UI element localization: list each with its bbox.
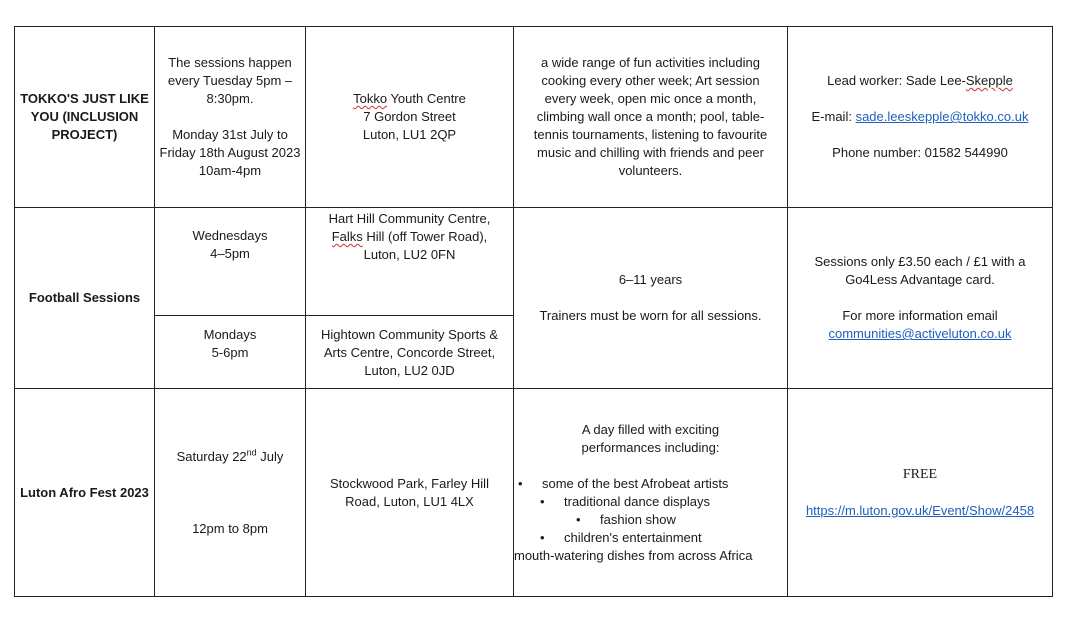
session-time: 4–5pm [210,246,250,261]
email-line [808,325,1032,343]
event-time-cell [155,389,306,597]
session-day: Mondays [203,327,257,342]
event-link-line [792,502,1048,520]
venue-address: Stockwood Park, Farley Hill Road, Luton, LU1 4LX [330,475,489,509]
session-day: Wednesdays [192,228,268,243]
activity-details: a wide range of fun activities including cooking every other week; Art session every week, open mic once a month, climbing wall once a month; pool, table-tennis tournaments, listening to favourite music and chilling with friends and peer volunteers. [533,55,768,178]
contact-cell [788,389,1053,597]
event-time-cell [155,27,306,208]
event-name: Football Sessions [28,290,141,305]
venue-town: Luton, LU2 0FN [363,247,456,262]
venue-town: Luton, LU1 2QP [362,127,457,142]
list-item: • children's entertainment [514,529,787,547]
venue-cell [306,389,514,597]
events-table [14,26,1053,597]
email-line [792,108,1048,126]
age-range: 6–11 years [618,272,683,287]
event-name-cell [15,389,155,597]
table-row-tokko [15,27,1053,208]
details-list [514,475,787,565]
details-intro: A day filled with exciting performances including: [581,421,720,455]
email-label: E-mail: [811,109,856,124]
details-cell [514,389,788,597]
contact-cell [788,27,1053,208]
details-cell [514,27,788,208]
lead-worker-surname: Skepple [965,73,1013,88]
venue-cell [306,27,514,208]
event-time-cell [155,208,306,316]
details-cell [514,208,788,389]
list-item: • some of the best Afrobeat artists [514,475,787,493]
venue-name-first: Tokko [353,91,388,106]
list-item: • traditional dance displays [514,493,787,511]
venue-name-rest: Youth Centre [387,91,466,106]
date-range: Monday 31st July to Friday 18th August 2023 [159,127,301,160]
daily-times: 10am-4pm [198,163,262,178]
session-time: 5-6pm [211,345,249,360]
lead-worker [792,72,1048,90]
trainers-note: Trainers must be worn for all sessions. [539,308,762,323]
event-date-month: July [256,448,284,464]
price-label: FREE [902,466,938,482]
venue-street-rest: Hill (off Tower Road), [362,229,488,244]
table-row-afro-fest [15,389,1053,597]
venue-street: 7 Gordon Street [363,109,456,124]
event-name: Luton Afro Fest 2023 [20,484,149,500]
event-link[interactable]: https://m.luton.gov.uk/Event/Show/2458 [805,502,1035,518]
session-times: The sessions happen every Tuesday 5pm – 8:30pm. [167,55,293,106]
list-item: mouth-watering dishes from across Africa [514,547,753,563]
venue-street-falks: Falks [331,229,363,244]
lead-worker-label: Lead worker: Sade Lee- [827,73,966,88]
event-date [159,448,301,466]
event-date-suffix: nd [246,447,257,458]
event-date-day: Saturday 22 [176,448,247,464]
email-link[interactable]: sade.leeskepple@tokko.co.uk [855,109,1029,124]
venue-name: Hart Hill Community Centre, [328,211,491,226]
event-name-cell [15,208,155,389]
list-item: • fashion show [514,511,787,529]
event-name-cell [15,27,155,208]
more-info-label: For more information email [842,308,998,323]
pricing: Sessions only £3.50 each / £1 with a Go4Less Advantage card. [814,254,1026,287]
venue-street [310,228,509,246]
venue-cell [306,208,514,316]
event-time-cell [155,316,306,389]
venue-address: Hightown Community Sports & Arts Centre, Concorde Street, Luton, LU2 0JD [320,327,498,378]
event-time: 12pm to 8pm [192,520,268,536]
table-row-football-wednesday [15,208,1053,316]
phone-number: Phone number: 01582 544990 [832,145,1008,160]
venue-name [310,90,509,108]
contact-cell [788,208,1053,389]
email-link[interactable]: communities@activeluton.co.uk [828,326,1012,341]
event-name: TOKKO'S JUST LIKE YOU (INCLUSION PROJECT) [20,91,149,142]
venue-cell [306,316,514,389]
